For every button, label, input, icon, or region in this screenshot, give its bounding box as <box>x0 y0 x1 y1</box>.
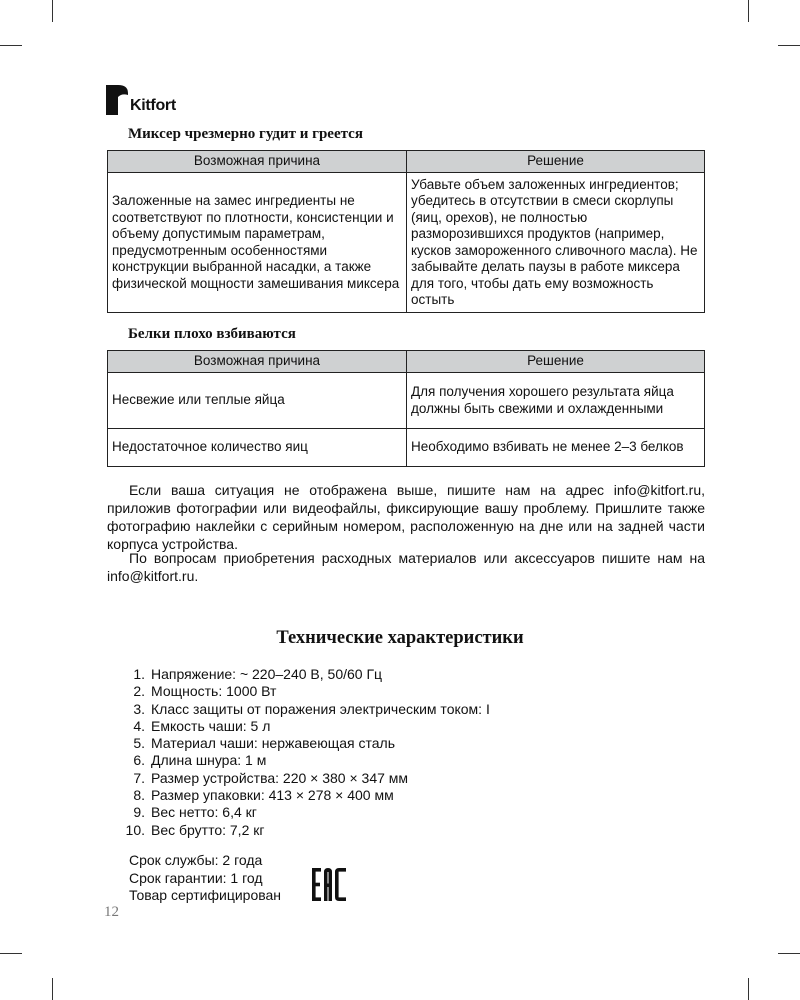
section-title: Миксер чрезмерно гудит и греется <box>128 126 363 142</box>
contact-paragraph: По вопросам приобретения расходных материалов или аксессуаров пишите нам на info@kitfort.ru. <box>107 550 705 584</box>
table-header-solution: Решение <box>407 351 705 373</box>
list-item: 9. Вес нетто: 6,4 кг <box>133 804 257 821</box>
list-item: 1. Напряжение: ~ 220–240 В, 50/60 Гц <box>133 666 383 682</box>
certified-note: Товар сертифицирован <box>129 887 282 903</box>
list-item: 7. Размер устройства: 220 × 380 × 347 мм <box>133 769 409 786</box>
crop-mark <box>748 978 749 1000</box>
table-cell-solution: Необходимо взбивать не менее 2–3 белков <box>407 429 705 467</box>
list-item: 6. Длина шнура: 1 м <box>133 752 267 769</box>
specs-list <box>107 666 490 839</box>
section-title: Белки плохо взбиваются <box>128 326 296 342</box>
table-header-row <box>108 151 705 173</box>
crop-mark <box>778 45 800 46</box>
table-cell-cause: Недостаточное количество яиц <box>108 429 407 467</box>
troubleshooting-table <box>107 350 705 467</box>
list-item: 3. Класс защиты от поражения электрическим током: I <box>133 700 490 717</box>
table-cell-solution: Убавьте объем заложенных ингредиентов; убедитесь в отсутствии в смеси скорлупы (яиц, орехов), не полностью разморозившихся продуктов (например, кусков замороженного сливочного масла). Не забывайте делать паузы в работе миксера для того, чтобы дать ему возможность остыть <box>407 173 705 313</box>
table-row <box>108 173 705 313</box>
table-cell-cause: Несвежие или теплые яйца <box>108 373 407 429</box>
crop-mark <box>52 978 53 1000</box>
page-number: 12 <box>104 904 119 920</box>
table-header-cause: Возможная причина <box>108 351 407 373</box>
service-life: Срок службы: 2 года <box>129 852 263 868</box>
brand-name: Kitfort <box>130 97 176 114</box>
footer-info <box>129 852 281 905</box>
list-item: 8. Размер упаковки: 413 × 278 × 400 мм <box>133 787 394 804</box>
crop-mark <box>0 953 22 954</box>
table-cell-cause: Заложенные на замес ингредиенты не соответствуют по плотности, консистенции и объему допустимым параметрам, предусмотренным особенностями конструкции выбранной насадки, а также физической мощности замешивания миксера <box>108 173 407 313</box>
table-cell-solution: Для получения хорошего результата яйца должны быть свежими и охлажденными <box>407 373 705 429</box>
table-row <box>108 373 705 429</box>
crop-mark <box>0 45 22 46</box>
table-row <box>108 429 705 467</box>
contact-paragraph: Если ваша ситуация не отображена выше, пишите нам на адрес info@kitfort.ru, приложив фотографии или видеофайлы, фиксирующие вашу проблему. Пришлите также фотографию наклейки с серийным номером, расположенную на дне или на задней части корпуса устройства. <box>107 482 705 552</box>
crop-mark <box>778 953 800 954</box>
kitfort-logo-icon <box>104 83 132 117</box>
specs-title: Технические характеристики <box>276 628 524 648</box>
table-header-row <box>108 351 705 373</box>
crop-mark <box>748 0 749 22</box>
list-item: 10. Вес брутто: 7,2 кг <box>125 821 265 838</box>
crop-mark <box>52 0 53 22</box>
list-item: 2. Мощность: 1000 Вт <box>133 683 277 700</box>
table-header-solution: Решение <box>407 151 705 173</box>
troubleshooting-table <box>107 150 705 313</box>
eac-certification-icon <box>312 868 347 901</box>
list-item: 4. Емкость чаши: 5 л <box>133 717 271 734</box>
table-header-cause: Возможная причина <box>108 151 407 173</box>
warranty: Срок гарантии: 1 год <box>129 869 263 886</box>
list-item: 5. Материал чаши: нержавеющая сталь <box>133 735 396 752</box>
